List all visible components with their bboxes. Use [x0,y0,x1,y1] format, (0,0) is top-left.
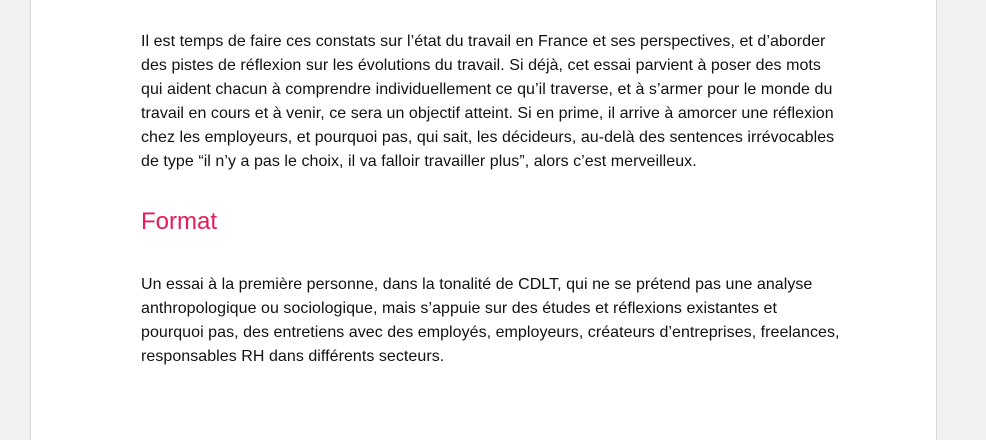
paragraph-intro: Il est temps de faire ces constats sur l’état du travail en France et ses perspectives, et d’aborder des pistes de réflexion sur les évolutions du travail. Si déjà, cet essai parvient à poser des mots qui aident chacun à comprendre individuellement ce qu’il traverse, et à s’armer pour le monde du travail en cours et à venir, ce sera un objectif atteint. Si en prime, il arrive à amorcer une réflexion chez les employeurs, et pourquoi pas, qui sait, les décideurs, au-delà des sentences irrévocables de type “il n’y a pas le choix, il va falloir travailler plus”, alors c’est merveilleux. [141,33,835,170]
document-page [30,0,937,440]
paragraph-format: Un essai à la première personne, dans la tonalité de CDLT, qui ne se prétend pas une analyse anthropologique ou sociologique, mais s’appuie sur des études et réflexions existantes et pourquoi pas, des entretiens avec des employés, employeurs, créateurs d’entreprises, freelances, responsables RH dans différents secteurs. [141,276,840,365]
section-heading-format: Format [141,208,218,235]
